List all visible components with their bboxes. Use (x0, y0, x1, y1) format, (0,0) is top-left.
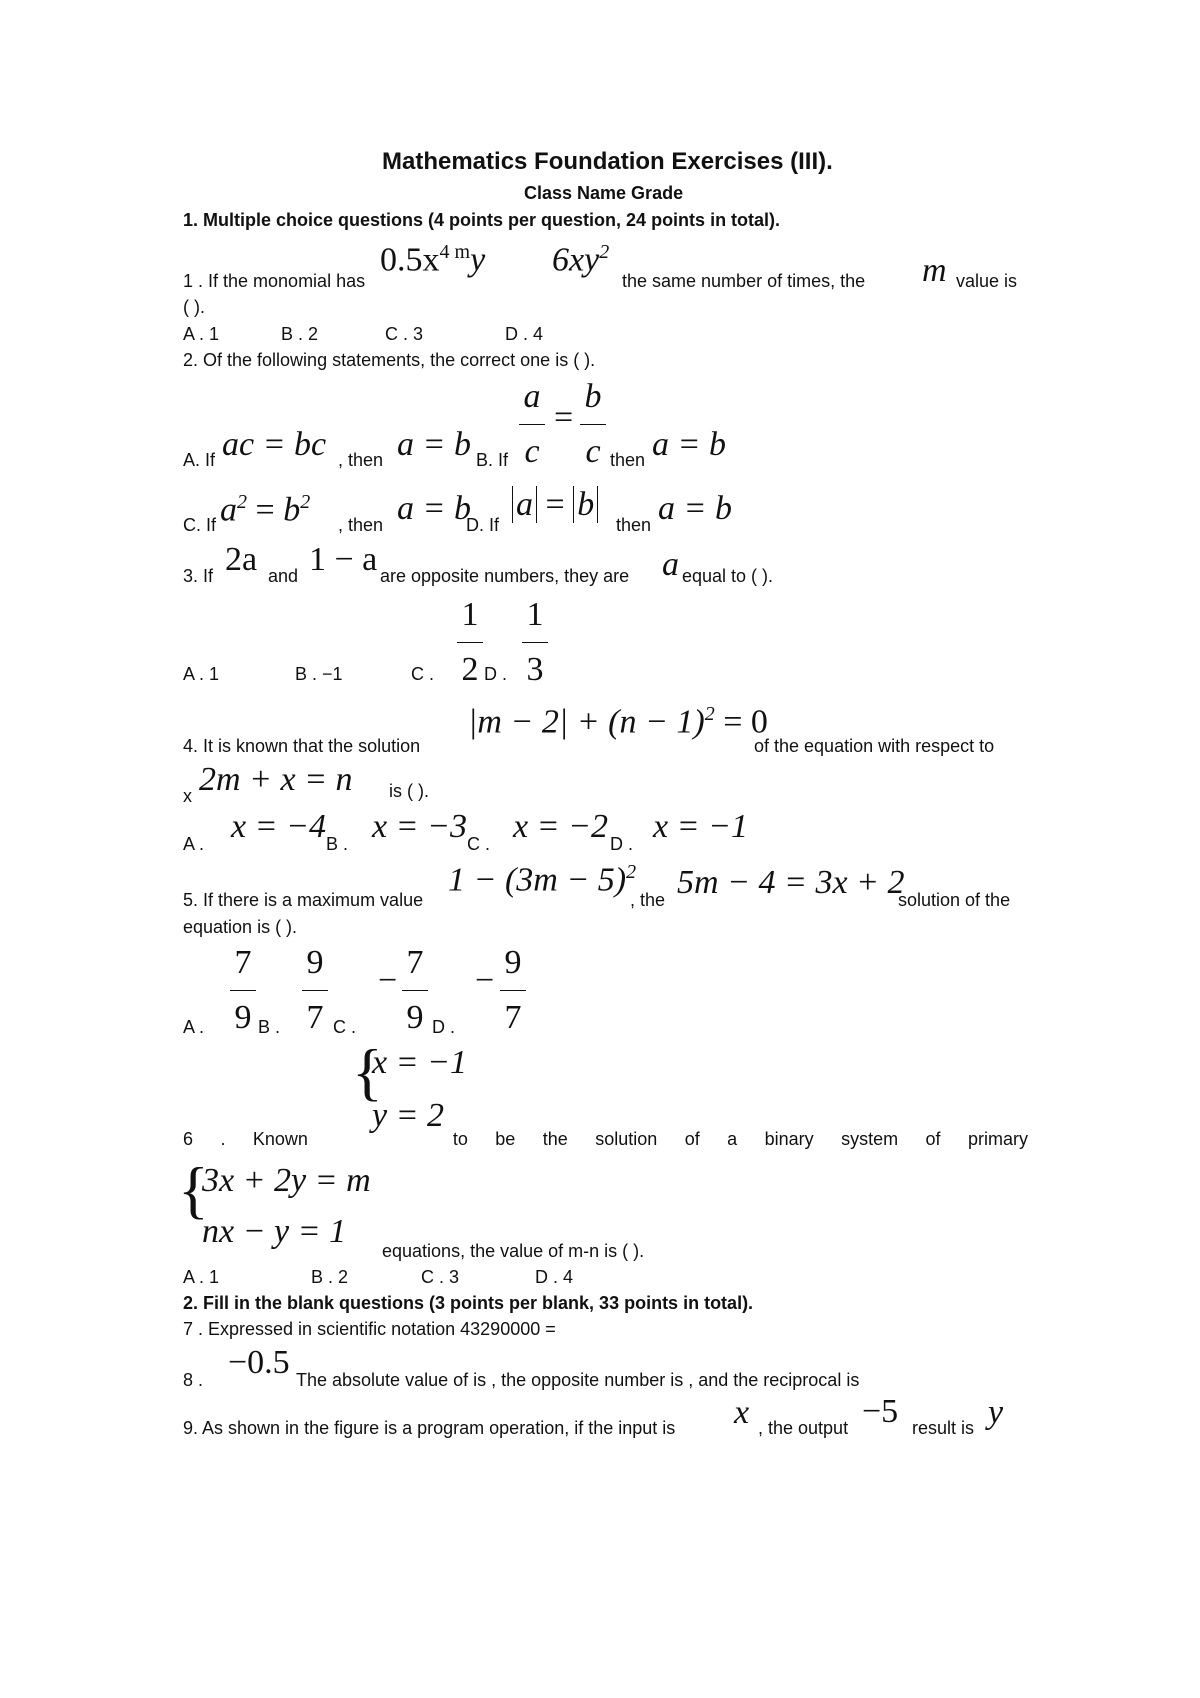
q1-middle-text: the same number of times, the (622, 271, 866, 291)
q2-option-a-then: , then (338, 450, 384, 470)
q5-continuation: equation is ( ). (183, 917, 298, 937)
q4-prefix: 4. It is known that the solution (183, 736, 421, 756)
q6-question-line (183, 1130, 1028, 1148)
q3-option-c-label: C . (411, 664, 435, 684)
q2-option-c-label: C. If (183, 515, 217, 535)
q2-option-b-then: then (610, 450, 646, 470)
q2-option-b-fraction2: b c (580, 380, 606, 469)
q5-option-d-label: D . (432, 1017, 456, 1037)
section-fill-in-heading: 2. Fill in the blank questions (3 points per blank, 33 points in total). (183, 1293, 754, 1313)
q6-system1-line1: x = −1 (372, 1044, 467, 1081)
q5-prefix: 5. If there is a maximum value (183, 890, 424, 910)
q2-option-c-expr1: $a^2 = b^2$ (220, 491, 311, 529)
q9-suffix: result is (912, 1418, 975, 1438)
q4-option-c-label: C . (467, 834, 491, 854)
q6-word: of (684, 1129, 700, 1149)
q3-and: and (268, 566, 299, 586)
q4-suffix: of the equation with respect to (754, 736, 995, 756)
q4-option-b-label: B . (326, 834, 349, 854)
q2-option-a-expr2: a = b (397, 426, 471, 463)
q5-option-c-label: C . (333, 1017, 357, 1037)
q4-option-b-expr: x = −3 (372, 808, 467, 845)
q1-variable: m (922, 252, 947, 289)
q5-option-b-fraction: 9 7 (302, 946, 328, 1035)
q3-expr2: 1 − a (309, 541, 378, 578)
q3-expr1: 2a (225, 541, 258, 578)
q5-the: , the (630, 890, 666, 910)
q5-option-c-fraction: 7 9 (402, 946, 428, 1035)
q6-option-b: B . 2 (311, 1267, 349, 1287)
q2-option-a-label: A. If (183, 450, 216, 470)
q6-word: the (542, 1129, 568, 1149)
q3-variable: a (662, 546, 679, 583)
q5-option-c-sign: − (378, 962, 398, 999)
q3-middle-text: are opposite numbers, they are (380, 566, 630, 586)
q6-option-d: D . 4 (535, 1267, 574, 1287)
q6-system1-line2: y = 2 (372, 1097, 445, 1134)
q2-text: 2. Of the following statements, the correct one is ( ). (183, 350, 596, 370)
q9-y: y (988, 1394, 1004, 1431)
q2-option-b-expr2: a = b (652, 426, 726, 463)
q6-word: be (495, 1129, 516, 1149)
q6-system1-brace: { (352, 1036, 383, 1107)
q5-max-expr: $1 - (3m - 5)^2$ (448, 861, 637, 899)
q4-condition-expr: $|m - 2| + (n - 1)^2 = 0$ (468, 703, 768, 741)
q4-option-a-label: A . (183, 834, 205, 854)
q1-option-c: C . 3 (385, 324, 424, 344)
q6-word: solution (595, 1129, 658, 1149)
q1-expr-monomial-b: $6xy^2$ (552, 241, 610, 279)
q3-option-d-label: D . (484, 664, 508, 684)
q4-option-c-expr: x = −2 (513, 808, 608, 845)
q9-middle: , the output (758, 1418, 849, 1438)
q5-option-a-fraction: 7 9 (230, 946, 256, 1035)
q7-text: 7 . Expressed in scientific notation 43290000 = (183, 1319, 556, 1339)
q6-word: to (452, 1129, 468, 1149)
q9-output-value: −5 (862, 1393, 899, 1430)
q3-option-b: B . −1 (295, 664, 343, 684)
q6-word: system (841, 1129, 899, 1149)
q3-option-d-fraction: 1 3 (522, 598, 548, 687)
q1-continuation: ( ). (183, 297, 205, 317)
q1-prefix: 1 . If the monomial has (183, 271, 366, 291)
q6-word: 6 (183, 1129, 194, 1149)
q6-system2-brace: { (178, 1154, 209, 1225)
q1-expr-monomial-a: $0.5x^{4 m}y$ (380, 241, 486, 279)
q2-option-d-expr2: a = b (658, 490, 732, 527)
q2-option-d-expr1: a = b (512, 488, 598, 522)
q2-option-d-then: then (616, 515, 652, 535)
q1-option-a: A . 1 (183, 324, 220, 344)
q5-option-b-label: B . (258, 1017, 281, 1037)
q5-equation: 5m − 4 = 3x + 2 (677, 864, 905, 901)
q6-word: . (220, 1129, 226, 1149)
q4-option-d-expr: x = −1 (653, 808, 748, 845)
q6-system1-gap (335, 1130, 425, 1148)
q5-option-d-fraction: 9 7 (500, 946, 526, 1035)
q6-suffix: equations, the value of m-n is ( ). (382, 1241, 645, 1261)
q6-system2-line1: 3x + 2y = m (202, 1162, 371, 1199)
q2-option-a-expr1: ac = bc (222, 426, 327, 463)
q1-option-b: B . 2 (281, 324, 319, 344)
q6-word: primary (967, 1129, 1028, 1149)
q2-option-b-equals: = (554, 399, 574, 436)
q6-system2-line2: nx − y = 1 (202, 1213, 347, 1250)
page-subtitle: Class Name Grade (524, 183, 684, 203)
q6-word: binary (764, 1129, 814, 1149)
q1-option-d: D . 4 (505, 324, 544, 344)
section-multiple-choice-heading: 1. Multiple choice questions (4 points per question, 24 points in total). (183, 210, 781, 230)
q5-option-d-sign: − (475, 962, 495, 999)
q6-word: a (727, 1129, 738, 1149)
q5-option-a-label: A . (183, 1017, 205, 1037)
q5-suffix: solution of the (898, 890, 1011, 910)
q3-prefix: 3. If (183, 566, 214, 586)
q4-equation: 2m + x = n (199, 761, 353, 798)
q2-option-c-then: , then (338, 515, 384, 535)
q3-option-c-fraction: 1 2 (457, 598, 483, 687)
q6-word: of (925, 1129, 941, 1149)
q3-option-a: A . 1 (183, 664, 220, 684)
page-title: Mathematics Foundation Exercises (III). (382, 148, 833, 175)
q6-word: Known (252, 1129, 308, 1149)
q2-option-d-label: D. If (466, 515, 500, 535)
q8-prefix: 8 . (183, 1370, 204, 1390)
q8-text: The absolute value of is , the opposite number is , and the reciprocal is (296, 1370, 860, 1390)
q4-option-d-label: D . (610, 834, 634, 854)
q2-option-c-expr2: a = b (397, 490, 471, 527)
q3-suffix: equal to ( ). (682, 566, 774, 586)
q4-option-a-expr: x = −4 (231, 808, 326, 845)
q4-x-label: x (183, 786, 192, 806)
q6-option-c: C . 3 (421, 1267, 460, 1287)
q9-prefix: 9. As shown in the figure is a program operation, if the input is (183, 1418, 676, 1438)
q4-is: is ( ). (389, 781, 429, 801)
q2-option-b-label: B. If (476, 450, 509, 470)
q2-option-b-fraction1: a c (519, 380, 545, 469)
q6-option-a: A . 1 (183, 1267, 220, 1287)
q9-x: x (734, 1394, 750, 1431)
q8-expr: −0.5 (228, 1344, 290, 1381)
q1-suffix: value is (956, 271, 1018, 291)
